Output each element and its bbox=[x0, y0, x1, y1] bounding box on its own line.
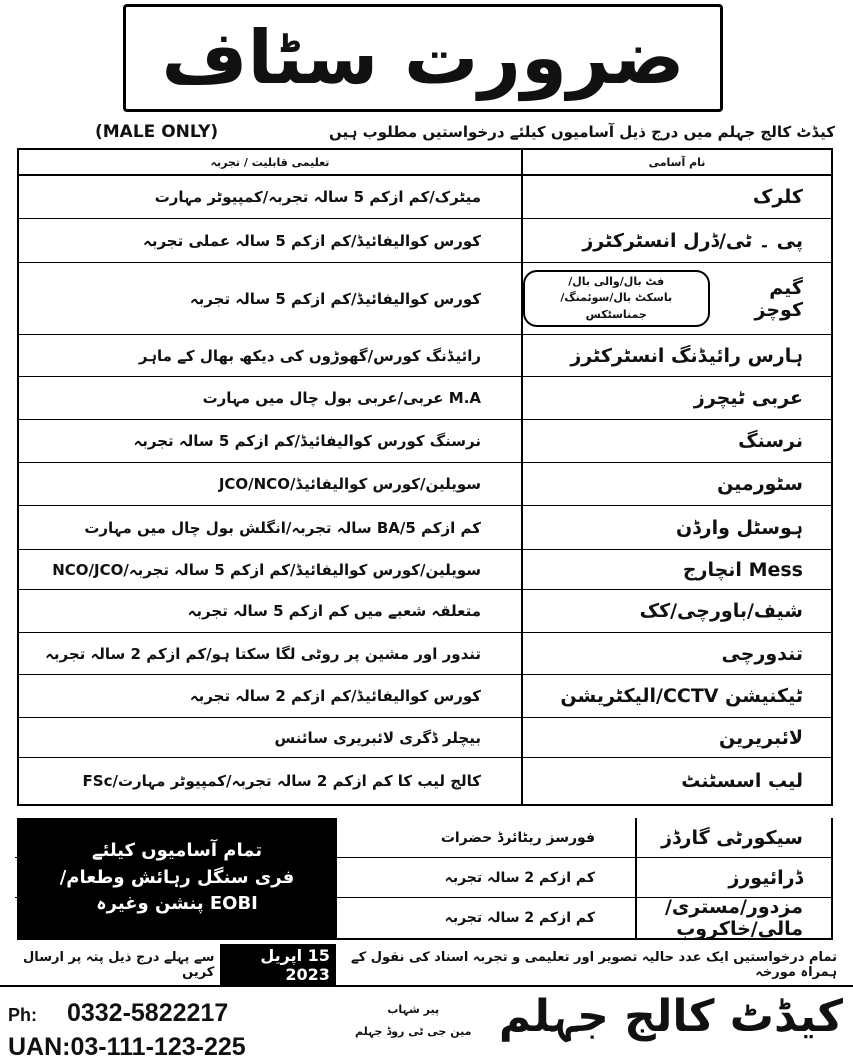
post-name: سٹورمین bbox=[521, 463, 831, 505]
post-qualification: سویلین/کورس کوالیفائیڈ/JCO/NCO bbox=[218, 475, 481, 493]
post-qualification: کم ازکم BA/5 سالہ تجربہ/انگلش بول چال میں مہارت bbox=[84, 518, 481, 537]
post-name: تندورچی bbox=[521, 633, 831, 674]
benefits-line: فری سنگل رہائش وطعام/ bbox=[59, 866, 295, 888]
post-qualification: بیچلر ڈگری لائبریری سائنس bbox=[274, 728, 481, 747]
post-qualification: فورسز ریٹائرڈ حضرات bbox=[335, 818, 635, 857]
post-qualification: تندور اور مشین پر روٹی لگا سکتا ہو/کم ازکم 2 سالہ تجربہ bbox=[45, 644, 481, 663]
post-name bbox=[521, 263, 831, 334]
table-row bbox=[19, 718, 831, 758]
intro-line bbox=[95, 118, 835, 146]
male-only-label: (MALE ONLY) bbox=[95, 122, 219, 142]
table-header bbox=[19, 150, 831, 176]
post-qualification: رائیڈنگ کورس/گھوڑوں کی دیکھ بھال کے ماہر bbox=[138, 346, 481, 365]
table-row bbox=[19, 219, 831, 263]
benefits-box bbox=[19, 818, 335, 938]
contact-block bbox=[8, 997, 246, 1063]
address-line: مین جی ٹی روڈ جہلم bbox=[355, 1025, 472, 1038]
table-row bbox=[19, 263, 831, 335]
table-row bbox=[19, 506, 831, 550]
post-name: پی ۔ ٹی/ڈرل انسٹرکٹرز bbox=[521, 219, 831, 262]
post-name: Mess انچارج bbox=[521, 550, 831, 589]
header-post: نام آسامی bbox=[521, 150, 831, 174]
header-qualification: تعلیمی قابلیت / تجربہ bbox=[210, 155, 330, 169]
post-name: لائبریرین bbox=[521, 718, 831, 757]
post-name: عربی ٹیچرز bbox=[521, 377, 831, 419]
post-name: ہارس رائیڈنگ انسٹرکٹرز bbox=[521, 335, 831, 376]
post-name: سیکورٹی گارڈز bbox=[635, 818, 831, 857]
uan-label: UAN: bbox=[8, 1033, 71, 1061]
post-qualification: متعلقہ شعبے میں کم ازکم 5 سالہ تجربہ bbox=[187, 602, 481, 620]
post-qualification: کم ازکم 2 سالہ تجربہ bbox=[335, 858, 635, 897]
benefits-line: EOBI پنشن وغیرہ bbox=[96, 893, 258, 915]
games-line: فٹ بال/والی بال/ bbox=[568, 274, 665, 288]
title-banner bbox=[123, 4, 723, 112]
games-list-box bbox=[523, 270, 710, 328]
post-name: شیف/باورچی/کک bbox=[521, 590, 831, 632]
lower-section bbox=[17, 818, 833, 940]
post-name: نرسنگ bbox=[521, 420, 831, 462]
table-row bbox=[19, 590, 831, 633]
address-block bbox=[355, 999, 471, 1043]
address-line: پیر شہاب bbox=[387, 1003, 440, 1016]
post-name: ہوسٹل وارڈن bbox=[521, 506, 831, 549]
post-qualification: کم ازکم 2 سالہ تجربہ bbox=[335, 898, 635, 938]
table-row bbox=[19, 758, 831, 804]
post-qualification: کالج لیب کا کم ازکم 2 سالہ تجربہ/کمپیوٹر مہارت/FSc bbox=[82, 772, 481, 790]
college-name: کیڈٹ کالج جہلم bbox=[498, 991, 843, 1042]
post-name: ڈرائیورز bbox=[635, 858, 831, 897]
post-name: ٹیکنیشن CCTV/الیکٹریشن bbox=[521, 675, 831, 717]
uan-line bbox=[8, 1031, 246, 1063]
phone-number: 0332-5822217 bbox=[66, 999, 229, 1027]
uan-number: 03-111-123-225 bbox=[70, 1033, 246, 1061]
table-row bbox=[19, 550, 831, 590]
post-name: مزدور/مستری/مالی/خاکروب bbox=[635, 898, 831, 938]
games-coach-group bbox=[523, 270, 803, 328]
games-line: باسکٹ بال/سوئمنگ/جمناسٹکس bbox=[560, 291, 673, 321]
post-qualification: کورس کوالیفائیڈ/کم ازکم 5 سالہ تجربہ bbox=[189, 289, 481, 308]
table-row bbox=[19, 463, 831, 506]
table-row bbox=[19, 335, 831, 377]
post-qualification: سویلین/کورس کوالیفائیڈ/کم ازکم 5 سالہ تجربہ/NCO/JCO bbox=[52, 560, 481, 579]
table-row bbox=[19, 633, 831, 675]
table-row bbox=[19, 675, 831, 718]
post-qualification: M.A عربی/عربی بول چال میں مہارت bbox=[202, 389, 481, 407]
page-title: ضرورت سٹاف bbox=[161, 15, 685, 101]
footer bbox=[0, 985, 853, 1063]
post-qualification: نرسنگ کورس کوالیفائیڈ/کم ازکم 5 سالہ تجربہ bbox=[133, 432, 481, 450]
positions-table bbox=[17, 148, 833, 806]
post-name: کلرک bbox=[521, 176, 831, 218]
note-text: سے پہلے درج ذیل پتہ پر ارسال کریں bbox=[23, 950, 215, 980]
phone-line bbox=[8, 997, 246, 1031]
deadline-date: 15 اپریل 2023 bbox=[220, 944, 336, 986]
phone-label: Ph: bbox=[8, 1005, 37, 1025]
post-name: لیب اسسٹنٹ bbox=[521, 758, 831, 804]
table-row bbox=[19, 176, 831, 219]
post-qualification: کورس کوالیفائیڈ/کم ازکم 2 سالہ تجربہ bbox=[189, 687, 481, 705]
table-row bbox=[19, 420, 831, 463]
table-row bbox=[19, 377, 831, 420]
note-text: تمام درخواستیں ایک عدد حالیہ تصویر اور تعلیمی و تجربہ اسناد کی نقول کے ہمراہ مورخہ bbox=[351, 950, 837, 980]
benefits-line: تمام آسامیوں کیلئے bbox=[91, 840, 263, 862]
application-note bbox=[17, 948, 837, 982]
intro-text: کیڈٹ کالج جہلم میں درج ذیل آسامیوں کیلئے درخواستیں مطلوب ہیں bbox=[329, 123, 835, 141]
post-qualification: میٹرک/کم ازکم 5 سالہ تجربہ/کمپیوٹر مہارت bbox=[154, 188, 481, 206]
post-name-text: گیم کوچز bbox=[754, 276, 803, 321]
post-qualification: کورس کوالیفائیڈ/کم ازکم 5 سالہ عملی تجربہ bbox=[143, 231, 481, 250]
